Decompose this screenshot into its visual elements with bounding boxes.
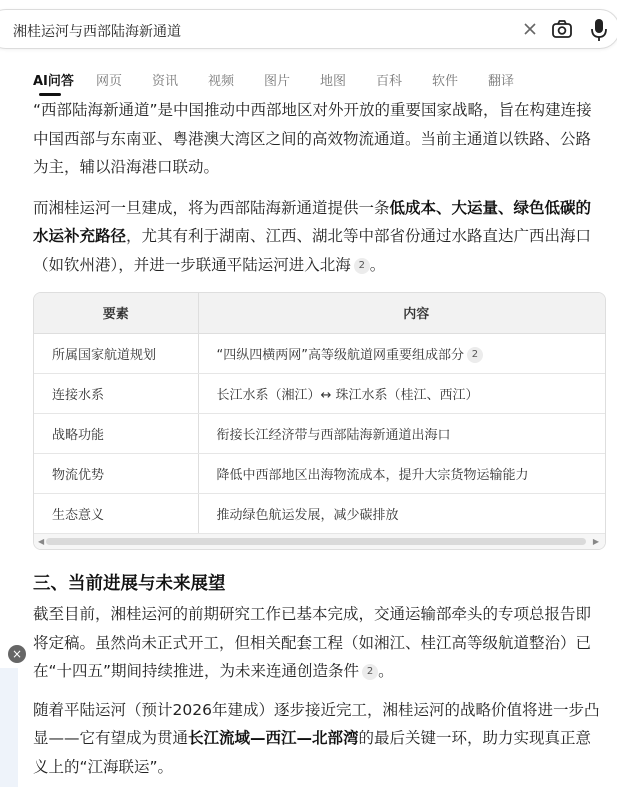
table-cell-value: 长江水系（湘江）↔ 珠江水系（桂江、西江） [198,373,606,413]
scroll-left-arrow-icon[interactable]: ◀ [38,537,45,546]
tab-map[interactable]: 地图 [320,74,347,89]
tab-news[interactable]: 资讯 [152,74,179,89]
paragraph-intro: “西部陆海新通道”是中国推动中西部地区对外开放的重要国家战略，旨在构建连接中国西部与东南亚、粤港澳大湾区之间的高效物流通道。当前主通道以铁路、公路为主，辅以沿海港口联动。 [33,101,592,176]
table-cell-value: “四纵四横两网”高等级航道网重要组成部分 2 [198,333,606,373]
paragraph-canal-role: 而湘桂运河一旦建成，将为西部陆海新通道提供一条低成本、大运量、绿色低碳的水运补充路径，尤其有利于湖南、江西、湖北等中部省份通过水路直达广西出海口（如钦州港），并进一步联通平陆运河进入北海 2 。 [33,198,592,274]
tab-ai-qa[interactable]: AI问答 [33,74,74,89]
table-cell-value: 推动绿色航运发展，减少碳排放 [198,493,606,533]
search-input[interactable]: 湘桂运河与西部陆海新通道 [13,24,181,40]
table-cell-key: 物流优势 [34,453,198,493]
citation-badge[interactable]: 2 [354,258,370,274]
tab-images[interactable]: 图片 [264,74,291,89]
table-row [34,373,606,413]
answer-content [33,96,603,279]
paragraph-progress: 截至目前，湘桂运河的前期研究工作已基本完成，交通运输部牵头的专项总报告即将定稿。虽然尚未正式开工，但相关配套工程（如湘江、桂江高等级航道整治）已在“十四五”期间持续推进，为未来连通创造条件 2 。 [33,605,592,680]
table-horizontal-scrollbar[interactable] [34,533,605,549]
table-header: 内容 [198,293,606,333]
table-cell-value: 衔接长江经济带与西部陆海新通道出海口 [198,413,606,453]
table-header: 要素 [34,293,198,333]
citation-badge[interactable]: 2 [362,664,378,680]
table-row [34,493,606,533]
info-table [33,292,606,550]
paragraph-outlook: 随着平陆运河（预计2026年建成）逐步接近完工，湘桂运河的战略价值将进一步凸显——它有望成为贯通长江流域—西江—北部湾的最后关键一环，助力实现真正意义上的“江海联运”。 [33,700,600,776]
camera-icon[interactable] [551,18,573,40]
table-cell-value: 降低中西部地区出海物流成本，提升大宗货物运输能力 [198,453,606,493]
highlight-corridor: 长江流域—西江—北部湾 [188,729,359,747]
table-row [34,413,606,453]
tab-video[interactable]: 视频 [208,74,235,89]
highlight-water-route: 低成本、大运量、绿色低碳的水运补充路径 [33,198,592,245]
side-panel-strip [0,668,18,787]
tab-baike[interactable]: 百科 [376,74,403,89]
table-cell-key: 战略功能 [34,413,198,453]
close-icon[interactable] [521,20,539,38]
table-cell-key: 连接水系 [34,373,198,413]
tab-software[interactable]: 软件 [432,74,459,89]
table-cell-key: 生态意义 [34,493,198,533]
tab-translate[interactable]: 翻译 [488,74,515,89]
close-icon[interactable]: × [8,645,26,663]
tab-web[interactable]: 网页 [96,74,123,89]
answer-content-continued [33,600,603,781]
section-heading: 三、当前进展与未来展望 [33,574,226,594]
table-row [34,453,606,493]
table-header-row [34,293,606,333]
scrollbar-thumb[interactable] [46,538,586,545]
citation-badge[interactable]: 2 [467,347,483,363]
search-tabs [0,62,617,96]
table-cell-key: 所属国家航道规划 [34,333,198,373]
scroll-right-arrow-icon[interactable]: ▶ [592,537,599,546]
search-bar[interactable] [0,9,617,49]
table-row [34,333,606,373]
microphone-icon[interactable] [590,18,608,42]
